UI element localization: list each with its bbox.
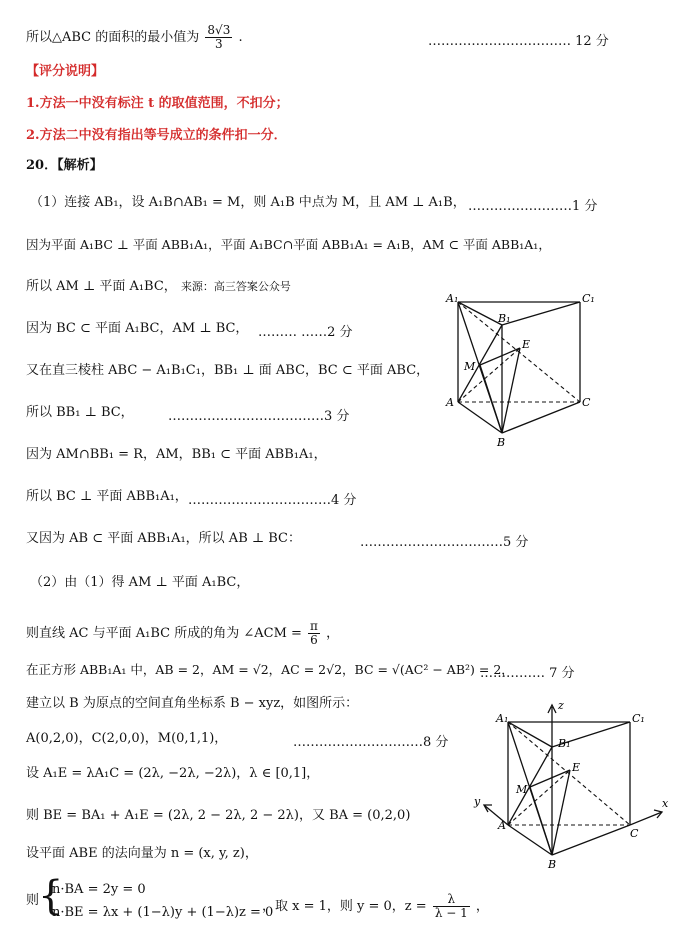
score-3: ………………………………3 分 (168, 409, 350, 424)
solution-line-7: 因为 AM∩BB₁ = R，AM，BB₁ ⊂ 平面 ABB₁A₁， (26, 447, 327, 462)
line-text: 所以 AM ⊥ 平面 A₁BC， (26, 279, 177, 294)
label-M: M (516, 783, 528, 796)
label-E: E (572, 761, 581, 774)
label-y-axis: y (474, 795, 481, 808)
line-text: 则直线 AC 与平面 A₁BC 所成的角为 ∠ACM = (26, 626, 302, 641)
solution-line-15: 设 A₁E = λA₁C = (2λ, −2λ, −2λ)，λ ∈ [0,1]， (26, 766, 320, 781)
solution-line-1: （1）连接 AB₁，设 A₁B∩AB₁ = M，则 A₁B 中点为 M，且 AM ⊥ A₁B， (30, 195, 466, 210)
solution-line-10: （2）由（1）得 AM ⊥ 平面 A₁BC， (30, 575, 250, 590)
source-watermark: 来源：高三答案公众号 (180, 280, 291, 293)
label-C: C (582, 396, 591, 409)
numerator: 8√3 (207, 23, 231, 37)
fraction (433, 893, 470, 920)
label-A1: A₁ (446, 292, 459, 305)
prism-figure-2 (470, 695, 670, 870)
denominator: 6 (310, 633, 318, 647)
solution-line-11 (26, 620, 339, 647)
question-20-heading: 20．【解析】 (26, 158, 103, 173)
solution-line-6: 所以 BB₁ ⊥ BC， (26, 405, 134, 420)
denominator: λ − 1 (434, 906, 468, 920)
solution-line-17: 设平面 ABE 的法向量为 n = (x, y, z)， (26, 846, 258, 861)
solution-line-14: A(0,2,0)，C(2,0,0)，M(0,1,1)， (26, 731, 228, 746)
label-x-axis: x (662, 797, 669, 810)
solution-line-13: 建立以 B 为原点的空间直角坐标系 B − xyz，如图所示： (26, 696, 359, 711)
solution-line-3 (26, 279, 291, 295)
denominator: 3 (215, 37, 223, 51)
system-brace: { (38, 873, 64, 919)
score-7: …………… 7 分 (480, 666, 575, 681)
score-12: …………………………… 12 分 (428, 34, 609, 49)
solution-line-16: 则 BE = BA₁ + A₁E = (2λ, 2 − 2λ, 2 − 2λ)，又 BA = (0,2,0) (26, 808, 411, 823)
numerator: λ (433, 893, 470, 907)
label-B: B (497, 436, 506, 449)
label-A: A (446, 396, 454, 409)
equation-2: n·BE = λx + (1−λ)y + (1−λ)z = 0 (52, 905, 274, 920)
solution-line-9: 又因为 AB ⊂ 平面 ABB₁A₁，所以 AB ⊥ BC： (26, 531, 301, 546)
system-prefix: 则 (26, 893, 40, 908)
label-z-axis: z (558, 699, 564, 712)
label-C1: C₁ (582, 292, 595, 305)
line-tail: ， (326, 626, 340, 641)
label-E: E (522, 338, 531, 351)
grading-note-heading: 【评分说明】 (26, 64, 105, 79)
score-2: ……… ……2 分 (258, 325, 353, 340)
line-text: ，取 x = 1，则 y = 0，z = (262, 899, 427, 914)
solution-line-12: 在正方形 ABB₁A₁ 中，AB = 2，AM = √2，AC = 2√2，BC = √(AC² − AB²) = 2， (26, 662, 514, 677)
solution-line-2: 因为平面 A₁BC ⊥ 平面 ABB₁A₁，平面 A₁BC∩平面 ABB₁A₁ = A₁B，AM ⊂ 平面 ABB₁A₁， (26, 237, 551, 252)
label-B1: B₁ (498, 312, 511, 325)
grading-note-1: 1.方法一中没有标注 t 的取值范围，不扣分； (26, 96, 289, 111)
label-C1: C₁ (632, 712, 645, 725)
line-area-min (26, 24, 243, 51)
fraction (205, 24, 232, 51)
score-8: …………………………8 分 (293, 735, 449, 750)
fraction (308, 620, 320, 647)
prism-figure-1 (440, 290, 600, 450)
solution-line-8: 所以 BC ⊥ 平面 ABB₁A₁， (26, 489, 188, 504)
score-4: ……………………………4 分 (188, 493, 357, 508)
score-5: ……………………………5 分 (360, 535, 529, 550)
equation-1: n·BA = 2y = 0 (52, 882, 146, 897)
system-tail (262, 893, 489, 920)
label-M: M (464, 360, 476, 373)
solution-line-5: 又在直三棱柱 ABC − A₁B₁C₁，BB₁ ⊥ 面 ABC，BC ⊂ 平面 ABC， (26, 363, 430, 378)
label-B1: B₁ (558, 737, 571, 750)
numerator: π (310, 619, 318, 633)
label-B: B (548, 858, 557, 870)
label-A: A (498, 819, 506, 832)
line-tail: ， (475, 899, 489, 914)
line-tail: . (238, 30, 243, 45)
solution-line-4: 因为 BC ⊂ 平面 A₁BC，AM ⊥ BC， (26, 321, 249, 336)
label-C: C (630, 827, 639, 840)
score-1: ……………………1 分 (468, 199, 598, 214)
label-A1: A₁ (496, 712, 509, 725)
grading-note-2: 2.方法二中没有指出等号成立的条件扣一分． (26, 128, 287, 143)
line-text: 所以△ABC 的面积的最小值为 (26, 30, 200, 45)
